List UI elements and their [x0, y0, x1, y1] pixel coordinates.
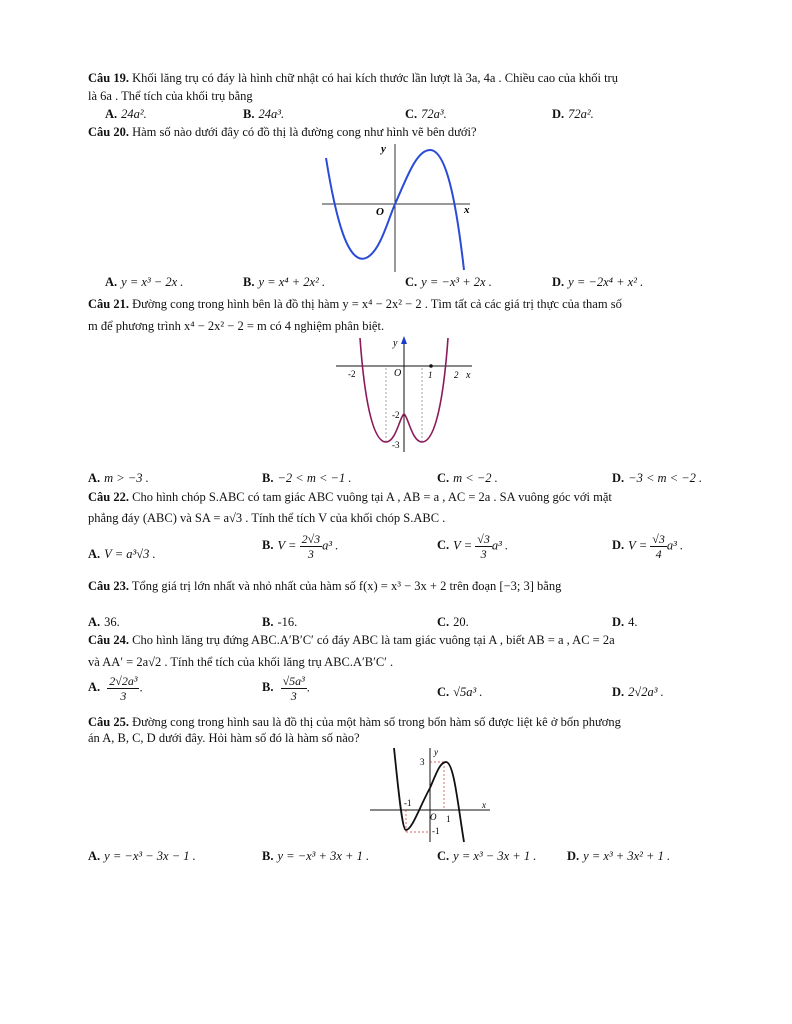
q20-option-a[interactable]: A. y = x³ − 2x .	[105, 275, 184, 289]
q24-option-a-fraction: $\frac{\text{2√2a³}}{3}$	[109, 674, 138, 703]
q21-label: Câu 21.	[88, 297, 129, 311]
q22-line1	[88, 489, 612, 505]
q25-tick-1: 1	[446, 814, 451, 824]
q23-option-b[interactable]: B. -16.	[262, 615, 298, 629]
q23-option-c[interactable]: C. 20.	[437, 615, 469, 629]
q21-text1: Đường cong trong hình bên là đồ thị hàm y = x⁴ − 2x² − 2 . Tìm tất cả các giá trị thực của tham số	[132, 297, 622, 311]
q25-graph	[368, 746, 494, 844]
q21-origin-label: O	[394, 368, 402, 379]
q20-option-c[interactable]: C. y = −x³ + 2x .	[405, 275, 492, 289]
q25-tick-y-neg1: -1	[432, 826, 440, 836]
q25-text1: Đường cong trong hình sau là đồ thị của một hàm số trong bốn hàm số được liệt kê ở bốn phương	[132, 715, 621, 729]
q20-option-b[interactable]: B. y = x⁴ + 2x² .	[243, 275, 326, 289]
q24-text2: và AA′ = 2a√2 . Tính thể tích của khối lăng trụ ABC.A′B′C′ .	[88, 655, 394, 669]
q21-graph	[334, 334, 478, 454]
q25-option-c[interactable]: C. y = x³ − 3x + 1 .	[437, 849, 537, 863]
q25-option-a[interactable]: A. y = −x³ − 3x − 1 .	[88, 849, 196, 863]
q20-text1: Hàm số nào dưới đây có đồ thị là đường cong như hình vẽ bên dưới?	[132, 125, 477, 139]
q21-option-d[interactable]: D. −3 < m < −2 .	[612, 471, 703, 485]
q21-y-label: y	[393, 338, 398, 349]
q21-tick-1: 1	[428, 370, 433, 380]
q22-option-b-fraction: $\frac{2√3}{3}$	[301, 532, 321, 561]
q21-tick-y-neg3: -3	[392, 440, 400, 450]
q21-line1	[88, 296, 622, 312]
q20-origin-label: O	[376, 206, 384, 218]
q21-text2: m để phương trình x⁴ − 2x² − 2 = m có 4 nghiệm phân biệt.	[88, 319, 385, 333]
q20-option-d[interactable]: D. y = −2x⁴ + x² .	[552, 275, 644, 289]
q25-label: Câu 25.	[88, 715, 129, 729]
q24-text1: Cho hình lăng trụ đứng ABC.A′B′C′ có đáy ABC là tam giác vuông tại A , biết AB = a , AC = 2a	[132, 633, 615, 647]
q24-option-b[interactable]: B. $\frac{\text{√5a³}}{3}$ .	[262, 674, 310, 703]
q21-tick-2: 2	[454, 370, 459, 380]
q21-x-label: x	[466, 370, 471, 381]
q25-text2: án A, B, C, D dưới đây. Hỏi hàm số đó là hàm số nào?	[88, 731, 360, 745]
q25-curve	[394, 748, 464, 842]
q24-label: Câu 24.	[88, 633, 129, 647]
q22-option-c-fraction: $\frac{√3}{3}$	[477, 532, 490, 561]
q23-option-a[interactable]: A. 36.	[88, 615, 120, 629]
q25-line1	[88, 714, 621, 730]
q25-origin-label: O	[430, 812, 437, 822]
q19-label: Câu 19.	[88, 71, 129, 85]
q23-text1: Tổng giá trị lớn nhất và nhỏ nhất của hàm số f(x) = x³ − 3x + 2 trên đoạn [−3; 3] bằng	[131, 579, 562, 593]
q24-option-a[interactable]: A. $\frac{\text{2√2a³}}{3}$ .	[88, 674, 143, 703]
q22-option-d[interactable]: D. V = $\frac{√3}{4}$ a³ .	[612, 532, 684, 561]
q23-line1	[88, 578, 561, 594]
q19-option-d[interactable]: D. 72a².	[552, 107, 594, 121]
q19-option-c[interactable]: C. 72a³.	[405, 107, 447, 121]
q24-option-b-fraction: $\frac{\text{√5a³}}{3}$	[282, 674, 305, 703]
q22-option-c[interactable]: C. V = $\frac{√3}{3}$ a³ .	[437, 532, 509, 561]
q25-option-b[interactable]: B. y = −x³ + 3x + 1 .	[262, 849, 370, 863]
q20-graph	[318, 140, 478, 272]
q23-label: Câu 23.	[88, 579, 129, 593]
q19-text1: Khối lăng trụ có đáy là hình chữ nhật có hai kích thước lần lượt là 3a, 4a . Chiều cao của khối trụ	[132, 71, 618, 85]
q21-option-b[interactable]: B. −2 < m < −1 .	[262, 471, 352, 485]
q25-x-label: x	[482, 800, 486, 810]
q22-option-d-fraction: $\frac{√3}{4}$	[652, 532, 665, 561]
q22-text2: phẳng đáy (ABC) và SA = a√3 . Tính thể tích V của khối chóp S.ABC .	[88, 511, 446, 525]
q25-option-d[interactable]: D. y = x³ + 3x² + 1 .	[567, 849, 671, 863]
q25-tick-3: 3	[420, 757, 425, 767]
q25-y-label: y	[434, 747, 438, 757]
q22-option-a[interactable]: A. V = a³√3 .	[88, 547, 156, 561]
q23-option-d[interactable]: D. 4.	[612, 615, 638, 629]
q21-option-a[interactable]: A. m > −3 .	[88, 471, 149, 485]
q20-y-label: y	[381, 143, 386, 155]
q25-tick-neg1-left: -1	[404, 798, 412, 808]
q22-option-b[interactable]: B. V = $\frac{2√3}{3}$ a³ .	[262, 532, 339, 561]
q19-line1	[88, 70, 618, 86]
q19-option-b[interactable]: B. 24a³.	[243, 107, 285, 121]
q19-option-a[interactable]: A. 24a².	[105, 107, 147, 121]
q21-option-c[interactable]: C. m < −2 .	[437, 471, 498, 485]
q24-option-d[interactable]: D. 2√2a³ .	[612, 685, 664, 699]
q24-line1	[88, 632, 615, 648]
q20-label: Câu 20.	[88, 125, 129, 139]
q24-option-c[interactable]: C. √5a³ .	[437, 685, 483, 699]
q21-tick-neg2: -2	[348, 369, 356, 379]
q19-text2: là 6a . Thể tích của khối trụ bằng	[88, 89, 253, 103]
q21-tick-y-neg2: -2	[392, 410, 400, 420]
q20-x-label: x	[464, 204, 470, 216]
q22-label: Câu 22.	[88, 490, 129, 504]
q20-line1	[88, 124, 477, 140]
q22-text1: Cho hình chóp S.ABC có tam giác ABC vuông tại A , AB = a , AC = 2a . SA vuông góc với mặt	[132, 490, 612, 504]
